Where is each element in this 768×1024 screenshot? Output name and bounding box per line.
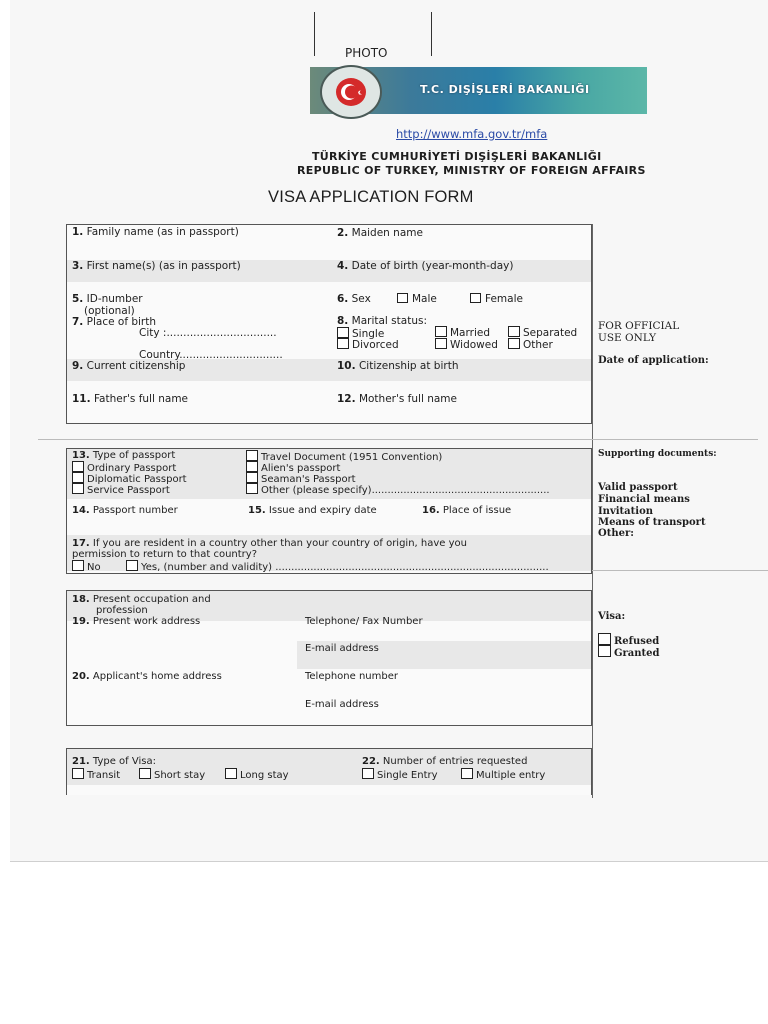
checkbox-label: Travel Document (1951 Convention) (261, 452, 443, 463)
checkbox-label: Long stay (240, 770, 289, 781)
photo-frame-right (431, 12, 432, 56)
turkish-flag-emblem (336, 78, 366, 106)
checkbox-label: Seaman's Passport (261, 474, 356, 485)
checkbox-icon (508, 338, 520, 349)
marital-divorced-checkbox[interactable] (337, 338, 399, 351)
field-number: 17. (72, 538, 90, 549)
ministry-name-tr: TÜRKİYE CUMHURİYETİ DIŞİŞLERİ BAKANLIĞI (312, 150, 602, 163)
field-label: Place of issue (442, 505, 512, 516)
scan-divider (38, 439, 758, 440)
form-title: VISA APPLICATION FORM (268, 188, 474, 206)
checkbox-icon (246, 472, 258, 483)
field-number: 4. (337, 260, 349, 272)
checkbox-icon (246, 483, 258, 494)
checkbox-label: Diplomatic Passport (87, 474, 187, 485)
checkbox-label: No (87, 562, 101, 573)
doc-other: Other: (598, 528, 634, 539)
checkbox-label: Widowed (450, 339, 498, 351)
official-use-heading-2: USE ONLY (598, 332, 657, 344)
checkbox-label: Transit (87, 770, 121, 781)
field-number: 2. (337, 227, 349, 239)
checkbox-icon (246, 450, 258, 461)
field-number: 21. (72, 756, 90, 767)
checkbox-label: Other (523, 339, 553, 351)
field-11-father-name[interactable] (72, 393, 188, 405)
checkbox-label: Multiple entry (476, 770, 546, 781)
field-label: Family name (as in passport) (86, 226, 239, 238)
scan-divider (592, 570, 768, 571)
field-label: Type of Visa: (92, 756, 156, 767)
checkbox-icon (435, 338, 447, 349)
field-label: Issue and expiry date (268, 505, 377, 516)
permission-no-checkbox[interactable] (72, 560, 101, 573)
permission-yes-checkbox[interactable] (126, 560, 549, 573)
field-22-entries (362, 756, 527, 767)
field-label: Applicant's home address (92, 671, 222, 682)
checkbox-icon (72, 472, 84, 483)
field-10-citizenship-at-birth[interactable] (337, 360, 458, 372)
scanned-page (10, 0, 768, 862)
field-number: 14. (72, 505, 90, 516)
sex-male-checkbox[interactable] (397, 293, 437, 305)
passport-other-checkbox[interactable] (246, 483, 550, 496)
field-label: Sex (351, 293, 371, 305)
visa-short-stay-checkbox[interactable] (139, 768, 205, 781)
field-19-work-address[interactable] (72, 616, 200, 627)
checkbox-label: Yes, (number and validity) ...................................................................................... (141, 562, 549, 573)
field-number: 12. (337, 393, 356, 405)
photo-frame-left (314, 12, 315, 56)
checkbox-label: Refused (614, 636, 660, 647)
official-use-heading: FOR OFFICIAL (598, 320, 680, 332)
field-label: Date of birth (year-month-day) (351, 260, 514, 272)
field-18-occupation[interactable] (72, 594, 211, 605)
field-5-optional-note: (optional) (84, 305, 135, 317)
field-number: 15. (248, 505, 266, 516)
field-label: First name(s) (as in passport) (86, 260, 241, 272)
doc-invitation: Invitation (598, 506, 654, 517)
field-number: 5. (72, 293, 84, 305)
checkbox-label: Other (please specify)........................................................ (261, 485, 550, 496)
field-label: Mother's full name (358, 393, 457, 405)
field-14-passport-number[interactable] (72, 505, 178, 516)
checkbox-icon (435, 326, 447, 337)
field-number: 22. (362, 756, 380, 767)
checkbox-icon (246, 461, 258, 472)
doc-means-of-transport: Means of transport (598, 517, 706, 528)
field-20-home-address[interactable] (72, 671, 222, 682)
field-number: 8. (337, 315, 349, 327)
checkbox-label: Service Passport (87, 485, 170, 496)
scan-bottom-edge (10, 861, 768, 862)
field-17-residence-permission (72, 538, 467, 549)
field-label: Father's full name (93, 393, 189, 405)
checkbox-icon (72, 483, 84, 494)
checkbox-label: Separated (523, 327, 578, 339)
checkbox-icon (397, 293, 408, 303)
checkbox-icon (72, 560, 84, 571)
checkbox-icon (72, 768, 84, 779)
checkbox-icon (470, 293, 481, 303)
checkbox-icon (126, 560, 138, 571)
checkbox-icon (337, 327, 349, 338)
field-label: Marital status: (351, 315, 427, 327)
checkbox-label: Single Entry (377, 770, 438, 781)
birth-country-field[interactable]: Country............................... (139, 349, 283, 361)
work-telephone-fax-field[interactable]: Telephone/ Fax Number (305, 616, 423, 627)
field-number: 13. (72, 450, 90, 461)
field-label: If you are resident in a country other than your country of origin, have you (92, 538, 467, 549)
supporting-documents-heading: Supporting documents: (598, 449, 717, 459)
visa-long-stay-checkbox[interactable] (225, 768, 289, 781)
work-email-field[interactable]: E-mail address (305, 643, 379, 654)
field-label: Passport number (92, 505, 178, 516)
field-6-sex (337, 293, 371, 305)
doc-financial-means: Financial means (598, 494, 690, 505)
checkbox-label: Single (352, 328, 385, 340)
field-label: Type of passport (92, 450, 176, 461)
field-12-mother-name[interactable] (337, 393, 457, 405)
checkbox-icon (72, 461, 84, 472)
field-number: 6. (337, 293, 349, 305)
ministry-banner (310, 67, 647, 114)
field-number: 20. (72, 671, 90, 682)
field-label: Present work address (92, 616, 201, 627)
checkbox-icon (362, 768, 374, 779)
birth-city-field[interactable]: City :................................. (139, 327, 277, 339)
field-number: 7. (72, 316, 84, 328)
field-15-issue-expiry[interactable] (248, 505, 377, 516)
field-1-family-name[interactable] (72, 226, 239, 238)
checkbox-icon (337, 338, 349, 349)
field-number: 18. (72, 594, 90, 605)
ministry-seal (320, 65, 382, 119)
checkbox-icon (461, 768, 473, 779)
doc-valid-passport: Valid passport (598, 482, 678, 493)
field-number: 16. (422, 505, 440, 516)
field-label: ID-number (86, 293, 143, 305)
checkbox-icon (598, 633, 611, 645)
checkbox-icon (598, 645, 611, 657)
field-label: Maiden name (351, 227, 423, 239)
field-label: Place of birth (86, 316, 157, 328)
checkbox-label: Ordinary Passport (87, 463, 177, 474)
field-13-passport-type (72, 450, 175, 461)
field-9-current-citizenship[interactable] (72, 360, 185, 372)
checkbox-icon (508, 326, 520, 337)
checkbox-label: Granted (614, 648, 660, 659)
checkbox-label: Female (485, 293, 523, 305)
entry-multiple-checkbox[interactable] (461, 768, 545, 781)
field-18-profession: profession (96, 605, 148, 616)
entry-single-checkbox[interactable] (362, 768, 438, 781)
field-number: 19. (72, 616, 90, 627)
sex-female-checkbox[interactable] (470, 293, 523, 305)
field-2-maiden-name[interactable] (337, 227, 423, 239)
ministry-url[interactable]: http://www.mfa.gov.tr/mfa (396, 127, 548, 141)
checkbox-icon (139, 768, 151, 779)
date-of-application-label: Date of application: (598, 355, 709, 366)
home-email-field[interactable]: E-mail address (305, 699, 379, 710)
crescent-star-icon (336, 78, 366, 106)
checkbox-label: Short stay (154, 770, 206, 781)
field-label: Citizenship at birth (358, 360, 459, 372)
banner-text: T.C. DIŞİŞLERİ BAKANLIĞI (420, 83, 590, 96)
field-3-first-names[interactable] (72, 260, 241, 272)
field-number: 10. (337, 360, 356, 372)
marital-other-checkbox[interactable] (508, 338, 553, 351)
marital-widowed-checkbox[interactable] (435, 338, 498, 351)
checkbox-icon (225, 768, 237, 779)
field-label: Current citizenship (86, 360, 186, 372)
field-number: 3. (72, 260, 84, 272)
field-label: Number of entries requested (382, 756, 528, 767)
visa-transit-checkbox[interactable] (72, 768, 120, 781)
official-column-divider (592, 224, 593, 798)
visa-decision-label: Visa: (598, 611, 626, 622)
field-16-place-of-issue[interactable] (422, 505, 511, 516)
passport-service-checkbox[interactable] (72, 483, 170, 496)
ministry-name-en: REPUBLIC OF TURKEY, MINISTRY OF FOREIGN AFFAIRS (297, 164, 646, 177)
checkbox-label: Alien's passport (261, 463, 341, 474)
photo-label: PHOTO (345, 46, 388, 60)
checkbox-label: Male (412, 293, 437, 305)
field-number: 1. (72, 226, 84, 238)
field-8-marital-status (337, 315, 427, 327)
visa-granted-checkbox[interactable] (598, 645, 660, 659)
checkbox-label: Divorced (352, 339, 399, 351)
field-number: 9. (72, 360, 84, 372)
home-telephone-field[interactable]: Telephone number (305, 671, 398, 682)
field-number: 11. (72, 393, 91, 405)
field-17-question-cont: permission to return to that country? (72, 549, 258, 560)
field-label: Present occupation and (92, 594, 211, 605)
checkbox-label: Married (450, 327, 490, 339)
field-4-date-of-birth[interactable] (337, 260, 513, 272)
field-21-visa-type (72, 756, 156, 767)
field-5-id-number[interactable] (72, 293, 143, 305)
